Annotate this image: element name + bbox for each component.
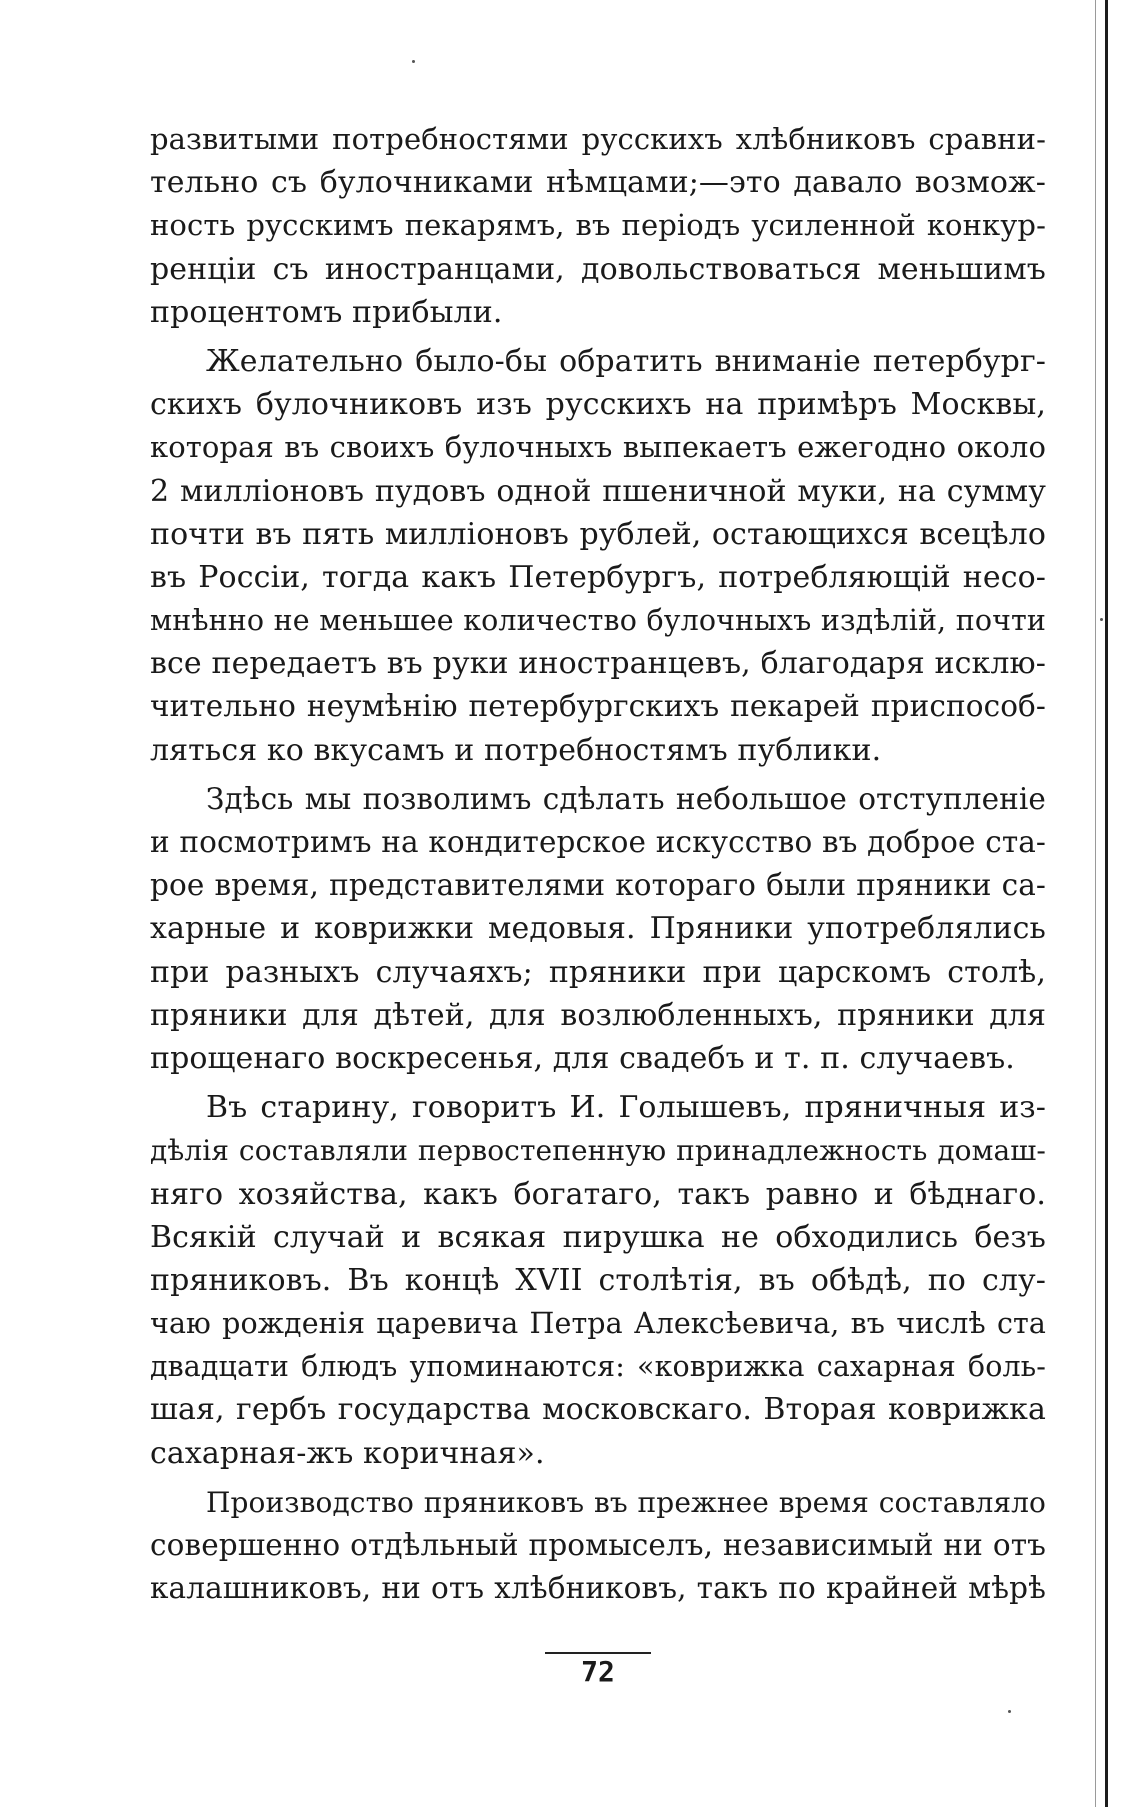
text-line: прощенаго воскресенья, для свадебъ и т. п. случаевъ. <box>150 1040 1015 1076</box>
text-line: ренцiи съ иностранцами, довольствоваться меньшимъ <box>150 251 1046 287</box>
text-line: все передаетъ въ руки иностранцевъ, благодаря исклю- <box>150 646 1046 682</box>
print-speck <box>412 60 415 63</box>
text-line: скихъ булочниковъ изъ русскихъ на примѣръ Москвы, <box>150 387 1046 423</box>
paragraph-5 <box>150 1481 1046 1611</box>
text-line: няго хозяйства, какъ богатаго, такъ равно и бѣднаго. <box>150 1176 1046 1212</box>
text-line: развитыми потребностями русскихъ хлѣбниковъ сравни- <box>150 122 1046 156</box>
text-line: Производство пряниковъ въ прежнее время составляло <box>206 1485 1046 1519</box>
text-line: Всякiй случай и всякая пирушка не обходились безъ <box>150 1219 1046 1255</box>
text-line: совершенно отдѣльный промыселъ, независимый ни отъ <box>150 1528 1046 1562</box>
paragraph-4 <box>150 1086 1046 1475</box>
paragraph-1 <box>150 118 1046 334</box>
text-line: процентомъ прибыли. <box>150 294 503 330</box>
text-line: калашниковъ, ни отъ хлѣбниковъ, такъ по крайней мѣрѣ <box>150 1571 1046 1606</box>
text-line: Въ старину, говоритъ И. Голышевъ, пряничныя из- <box>206 1090 1046 1126</box>
text-line: чительно неумѣнiю петербургскихъ пекарей приспособ- <box>150 689 1046 724</box>
text-line: ляться ко вкусамъ и потребностямъ публики. <box>150 732 882 768</box>
text-line: тельно съ булочниками нѣмцами;—это давало возмож- <box>150 165 1046 201</box>
text-line: которая въ своихъ булочныхъ выпекаетъ ежегодно около <box>150 430 1046 465</box>
text-line: пряниковъ. Въ концѣ XVII столѣтiя, въ обѣдѣ, по слу- <box>150 1262 1046 1298</box>
text-line: харные и коврижки медовыя. Пряники употреблялись <box>150 911 1046 947</box>
paragraph-3 <box>150 778 1046 1080</box>
text-line: при разныхъ случаяхъ; пряники при царскомъ столѣ, <box>150 954 1046 990</box>
body-text <box>150 118 1046 1610</box>
text-line: мнѣнно не меньшее количество булочныхъ издѣлiй, почти <box>150 604 1046 638</box>
text-line: 2 миллiоновъ пудовъ одной пшеничной муки, на сумму <box>150 473 1046 509</box>
text-line: дѣлiя составляли первостепенную принадлежность домаш- <box>150 1134 1046 1168</box>
text-line: двадцати блюдъ упоминаются: «коврижка сахарная боль- <box>150 1350 1046 1384</box>
text-line: сахарная-жъ коричная». <box>150 1435 545 1471</box>
text-line: и посмотримъ на кондитерское искусство въ доброе ста- <box>150 825 1046 859</box>
page-edge-line <box>1105 0 1108 1807</box>
text-line: Желательно было-бы обратить вниманiе петербург- <box>206 343 1046 379</box>
text-line: пряники для дѣтей, для возлюбленныхъ, пряники для <box>150 997 1046 1033</box>
print-speck <box>1100 618 1103 621</box>
text-line: почти въ пять миллiоновъ рублей, остающихся всецѣло <box>150 516 1046 552</box>
text-line: шая, гербъ государства московскаго. Вторая коврижка <box>150 1392 1046 1428</box>
text-line: въ Россiи, тогда какъ Петербургъ, потребляющiй несо- <box>150 559 1046 595</box>
page-number: 72 <box>581 1655 615 1688</box>
print-speck <box>1008 1710 1011 1713</box>
text-line: ность русскимъ пекарямъ, въ перiодъ усиленной конкур- <box>150 208 1046 243</box>
text-line: чаю рожденiя царевича Петра Алексѣевича, въ числѣ ста <box>150 1307 1046 1341</box>
paragraph-2 <box>150 340 1046 772</box>
page-edge-shadow <box>1095 0 1096 1807</box>
text-line: Здѣсь мы позволимъ сдѣлать небольшое отступленiе <box>206 781 1046 816</box>
text-line: рое время, представителями котораго были пряники са- <box>150 868 1046 903</box>
